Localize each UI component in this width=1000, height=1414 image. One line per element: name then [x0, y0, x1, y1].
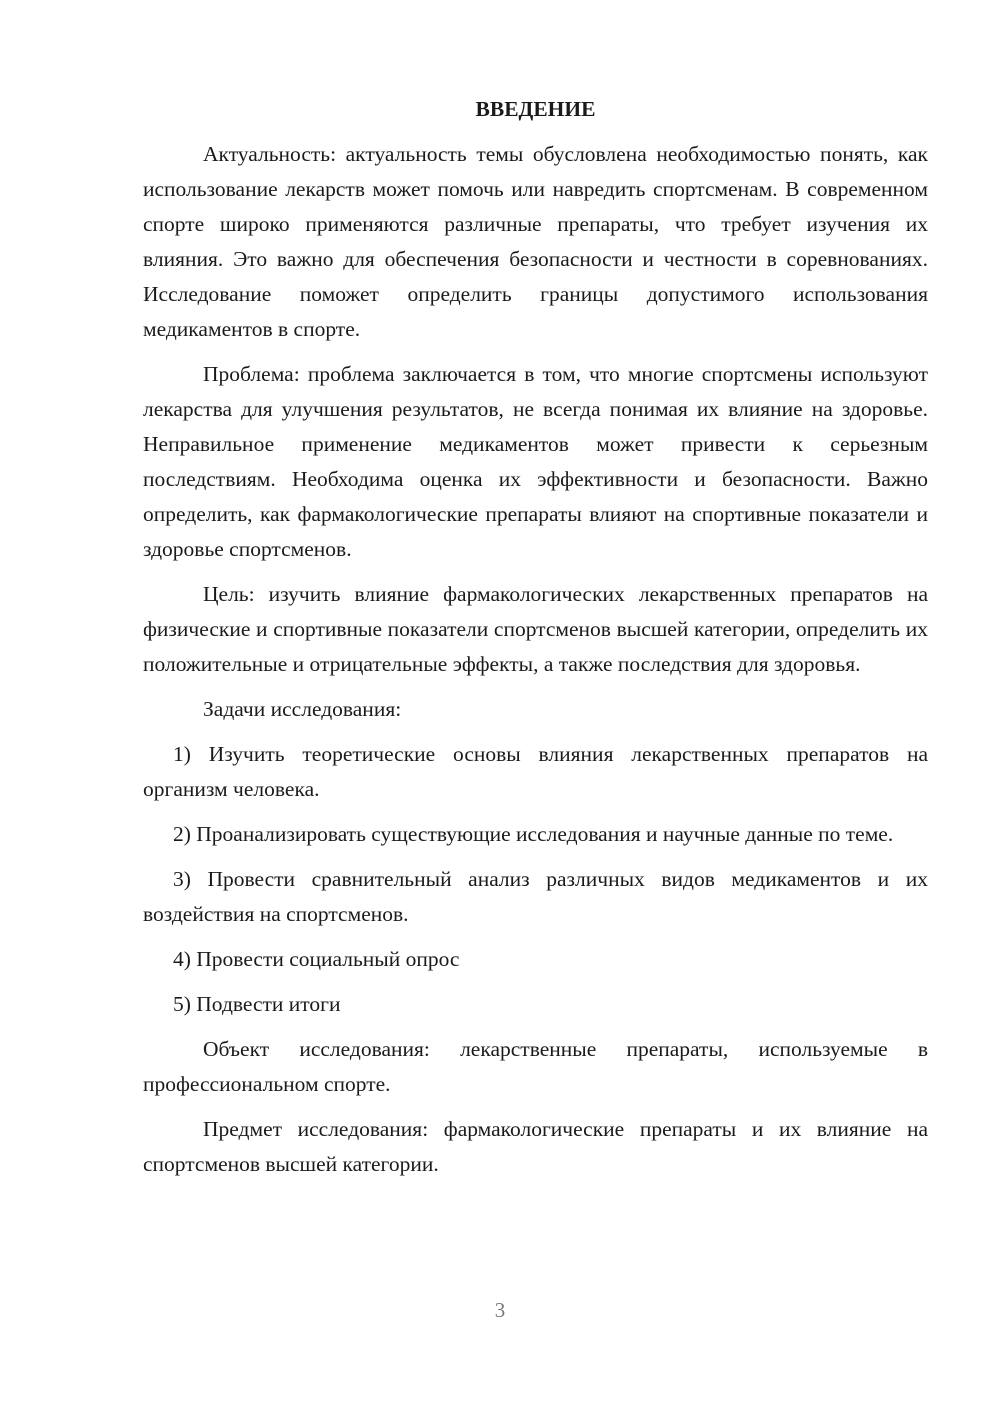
task-item-2: 2) Проанализировать существующие исследования и научные данные по теме.: [173, 822, 894, 846]
paragraph-problem: Проблема: проблема заключается в том, что многие спортсмены используют лекарства для улучшения результатов, не всегда понимая их влияние на здоровье. Неправильное применение медикаментов может привести к серьезным последствиям. Необходима оценка их эффективности и безопасности. Важно определить, как фармакологические препараты влияют на спортивные показатели и здоровье спортсменов.: [143, 362, 928, 561]
document-page: [143, 92, 928, 1192]
paragraph-object: Объект исследования: лекарственные препараты, используемые в профессиональном спорте.: [143, 1037, 928, 1096]
task-item-3: 3) Провести сравнительный анализ различных видов медикаментов и их воздействия на спортсменов.: [143, 867, 928, 926]
task-item-1: 1) Изучить теоретические основы влияния лекарственных препаратов на организм человека.: [143, 742, 928, 801]
paragraph-relevance: Актуальность: актуальность темы обусловлена необходимостью понять, как использование лекарств может помочь или навредить спортсменам. В современном спорте широко применяются различные препараты, что требует изучения их влияния. Это важно для обеспечения безопасности и честности в соревнованиях. Исследование поможет определить границы допустимого использования медикаментов в спорте.: [143, 142, 928, 341]
task-item-4: 4) Провести социальный опрос: [173, 947, 460, 971]
page-number: 3: [494, 1298, 506, 1322]
paragraph-goal: Цель: изучить влияние фармакологических лекарственных препаратов на физические и спортивные показатели спортсменов высшей категории, определить их положительные и отрицательные эффекты, а также последствия для здоровья.: [143, 582, 928, 676]
paragraph-tasks-heading: Задачи исследования:: [203, 697, 402, 721]
section-title: ВВЕДЕНИЕ: [475, 97, 596, 121]
task-item-5: 5) Подвести итоги: [173, 992, 341, 1016]
paragraph-subject: Предмет исследования: фармакологические препараты и их влияние на спортсменов высшей категории.: [143, 1117, 928, 1176]
